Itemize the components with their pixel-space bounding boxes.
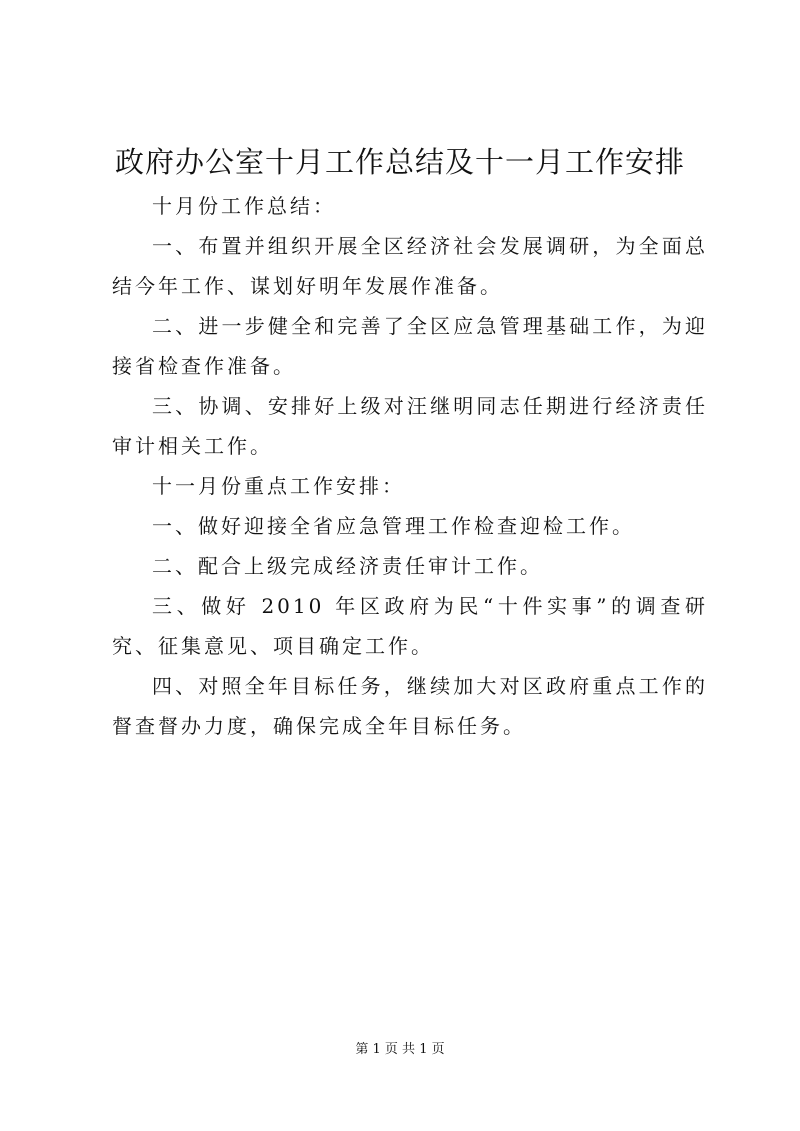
section-heading-october-summary: 十月份工作总结： bbox=[152, 194, 336, 218]
document-body bbox=[112, 186, 708, 746]
paragraph: 二、配合上级完成经济责任审计工作。 bbox=[152, 554, 543, 578]
paragraph: 四、对照全年目标任务，继续加大对区政府重点工作的督查督办力度，确保完成全年目标任务。 bbox=[112, 674, 708, 738]
paragraph: 一、做好迎接全省应急管理工作检查迎检工作。 bbox=[152, 514, 635, 538]
document-title: 政府办公室十月工作总结及十一月工作安排 bbox=[114, 145, 685, 179]
paragraph: 三、协调、安排好上级对汪继明同志任期进行经济责任审计相关工作。 bbox=[112, 394, 708, 458]
section-heading-november-plan: 十一月份重点工作安排： bbox=[152, 474, 405, 498]
paragraph: 二、进一步健全和完善了全区应急管理基础工作，为迎接省检查作准备。 bbox=[112, 314, 708, 378]
page-number-footer: 第 1 页 共 1 页 bbox=[355, 1042, 445, 1057]
paragraph: 一、布置并组织开展全区经济社会发展调研，为全面总结今年工作、谋划好明年发展作准备。 bbox=[112, 234, 708, 298]
paragraph: 三、做好 2010 年区政府为民“十件实事”的调查研究、征集意见、项目确定工作。 bbox=[112, 594, 708, 658]
